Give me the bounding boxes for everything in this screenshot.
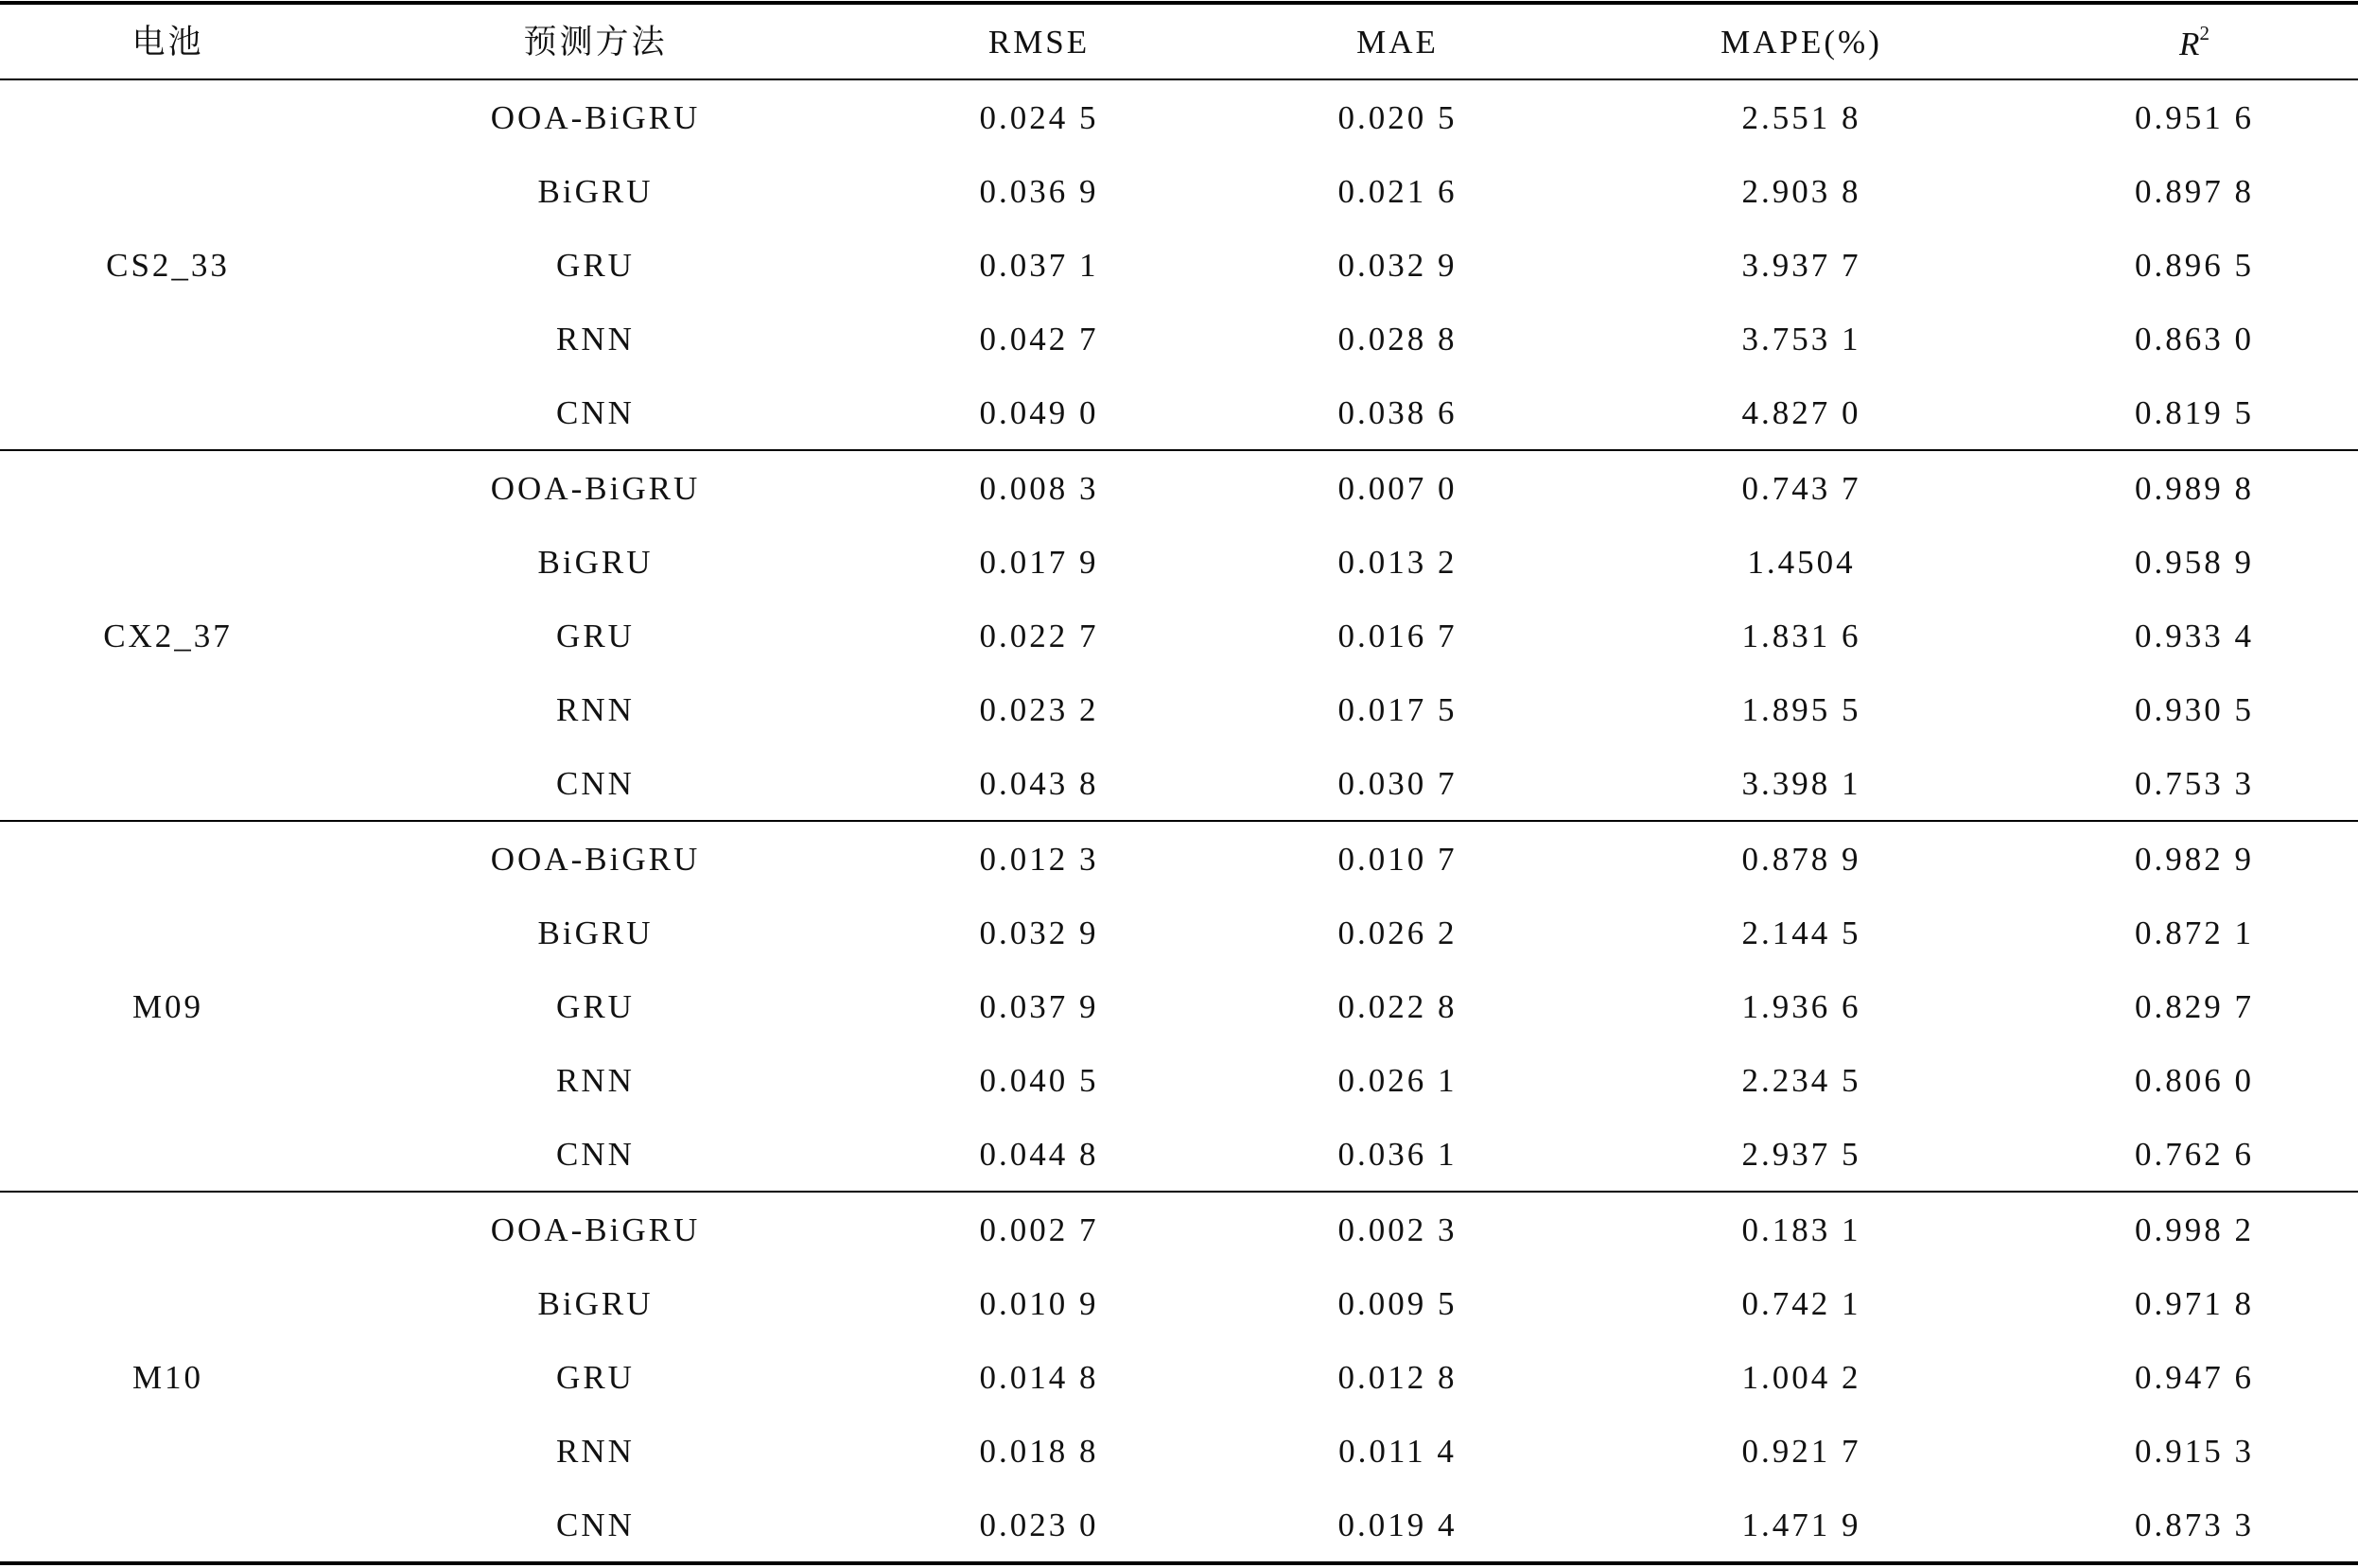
method-cell: RNN xyxy=(556,1061,635,1099)
table-row xyxy=(333,228,2358,302)
battery-label: CS2_33 xyxy=(106,246,230,284)
mape-cell: 1.936 6 xyxy=(1741,987,1861,1025)
r2-cell: 0.897 8 xyxy=(2135,172,2254,210)
header-mae: MAE xyxy=(1356,23,1439,61)
method-cell: RNN xyxy=(556,1432,635,1470)
rmse-cell: 0.042 7 xyxy=(979,320,1099,357)
mape-cell: 0.743 7 xyxy=(1741,469,1861,507)
mape-cell: 1.831 6 xyxy=(1741,617,1861,654)
mae-cell: 0.019 4 xyxy=(1337,1506,1458,1543)
mae-cell: 0.021 6 xyxy=(1337,172,1458,210)
method-cell: GRU xyxy=(556,617,635,654)
r2-cell: 0.915 3 xyxy=(2135,1432,2254,1470)
r2-symbol: R xyxy=(2179,25,2200,62)
mae-cell: 0.026 2 xyxy=(1337,914,1458,951)
mape-cell: 0.921 7 xyxy=(1741,1432,1861,1470)
rmse-cell: 0.043 8 xyxy=(979,764,1099,802)
r2-cell: 0.863 0 xyxy=(2135,320,2254,357)
r2-cell: 0.958 9 xyxy=(2135,543,2254,581)
mae-cell: 0.022 8 xyxy=(1337,987,1458,1025)
mape-cell: 1.4504 xyxy=(1747,543,1856,581)
method-cell: GRU xyxy=(556,987,635,1025)
table-row xyxy=(333,1043,2358,1117)
r2-cell: 0.998 2 xyxy=(2135,1211,2254,1248)
battery-label: CX2_37 xyxy=(103,617,233,654)
method-cell: RNN xyxy=(556,690,635,728)
method-cell: OOA-BiGRU xyxy=(490,469,701,507)
header-method: 预测方法 xyxy=(523,23,668,61)
mape-cell: 4.827 0 xyxy=(1741,393,1861,431)
mae-cell: 0.011 4 xyxy=(1338,1432,1457,1470)
r2-superscript: 2 xyxy=(2199,21,2210,44)
method-cell: BiGRU xyxy=(537,543,654,581)
rmse-cell: 0.023 0 xyxy=(979,1506,1099,1543)
battery-group xyxy=(0,822,2358,1193)
rmse-cell: 0.040 5 xyxy=(979,1061,1099,1099)
method-cell: CNN xyxy=(556,764,635,802)
table-row xyxy=(333,896,2358,969)
r2-cell: 0.933 4 xyxy=(2135,617,2254,654)
rmse-cell: 0.018 8 xyxy=(979,1432,1099,1470)
battery-label: M10 xyxy=(131,1358,204,1396)
battery-group xyxy=(0,451,2358,822)
mape-cell: 2.903 8 xyxy=(1741,172,1861,210)
rmse-cell: 0.002 7 xyxy=(979,1211,1099,1248)
r2-cell: 0.989 8 xyxy=(2135,469,2254,507)
rmse-cell: 0.023 2 xyxy=(979,690,1099,728)
rmse-cell: 0.012 3 xyxy=(979,840,1099,878)
r2-cell: 0.930 5 xyxy=(2135,690,2254,728)
r2-cell: 0.806 0 xyxy=(2135,1061,2254,1099)
table-row xyxy=(333,1193,2358,1266)
r2-cell: 0.872 1 xyxy=(2135,914,2254,951)
method-cell: CNN xyxy=(556,393,635,431)
rmse-cell: 0.022 7 xyxy=(979,617,1099,654)
table-row xyxy=(333,1488,2358,1561)
mae-cell: 0.026 1 xyxy=(1337,1061,1458,1099)
mape-cell: 2.551 8 xyxy=(1741,98,1861,136)
battery-label: M09 xyxy=(131,987,204,1025)
mape-cell: 2.144 5 xyxy=(1741,914,1861,951)
mae-cell: 0.002 3 xyxy=(1337,1211,1458,1248)
mape-cell: 2.937 5 xyxy=(1741,1135,1861,1173)
mape-cell: 0.183 1 xyxy=(1741,1211,1861,1248)
mae-cell: 0.017 5 xyxy=(1337,690,1458,728)
rmse-cell: 0.010 9 xyxy=(979,1284,1099,1322)
method-cell: CNN xyxy=(556,1135,635,1173)
mape-cell: 1.895 5 xyxy=(1741,690,1861,728)
table-row xyxy=(333,1414,2358,1488)
r2-cell: 0.951 6 xyxy=(2135,98,2254,136)
rmse-cell: 0.044 8 xyxy=(979,1135,1099,1173)
table-row xyxy=(333,599,2358,672)
mape-cell: 0.742 1 xyxy=(1741,1284,1861,1322)
group-rows xyxy=(333,451,2358,820)
mae-cell: 0.036 1 xyxy=(1337,1135,1458,1173)
header-r2 xyxy=(2028,21,2358,62)
rmse-cell: 0.049 0 xyxy=(979,393,1099,431)
mae-cell: 0.007 0 xyxy=(1337,469,1458,507)
table-row xyxy=(333,375,2358,449)
mae-cell: 0.030 7 xyxy=(1337,764,1458,802)
method-cell: OOA-BiGRU xyxy=(490,98,701,136)
method-cell: BiGRU xyxy=(537,1284,654,1322)
rmse-cell: 0.008 3 xyxy=(979,469,1099,507)
mae-cell: 0.032 9 xyxy=(1337,246,1458,284)
mae-cell: 0.012 8 xyxy=(1337,1358,1458,1396)
header-mape: MAPE(%) xyxy=(1720,23,1882,61)
table-row xyxy=(333,746,2358,820)
method-cell: GRU xyxy=(556,1358,635,1396)
mape-cell: 0.878 9 xyxy=(1741,840,1861,878)
method-cell: GRU xyxy=(556,246,635,284)
mape-cell: 2.234 5 xyxy=(1741,1061,1861,1099)
rmse-cell: 0.036 9 xyxy=(979,172,1099,210)
mape-cell: 1.004 2 xyxy=(1741,1358,1861,1396)
table-body xyxy=(0,80,2358,1565)
table-row xyxy=(333,969,2358,1043)
header-rmse: RMSE xyxy=(987,23,1091,61)
table-row xyxy=(333,302,2358,375)
rmse-cell: 0.017 9 xyxy=(979,543,1099,581)
battery-group xyxy=(0,80,2358,451)
method-cell: BiGRU xyxy=(537,914,654,951)
method-cell: BiGRU xyxy=(537,172,654,210)
mae-cell: 0.009 5 xyxy=(1337,1284,1458,1322)
r2-cell: 0.873 3 xyxy=(2135,1506,2254,1543)
mae-cell: 0.010 7 xyxy=(1337,840,1458,878)
r2-cell: 0.819 5 xyxy=(2135,393,2254,431)
mae-cell: 0.016 7 xyxy=(1337,617,1458,654)
group-rows xyxy=(333,80,2358,449)
r2-cell: 0.762 6 xyxy=(2135,1135,2254,1173)
mape-cell: 1.471 9 xyxy=(1741,1506,1861,1543)
table-row xyxy=(333,451,2358,525)
table-row xyxy=(333,154,2358,228)
table-row xyxy=(333,822,2358,896)
header-battery: 电池 xyxy=(131,23,204,61)
mape-cell: 3.398 1 xyxy=(1741,764,1861,802)
battery-group xyxy=(0,1193,2358,1565)
mae-cell: 0.028 8 xyxy=(1337,320,1458,357)
mape-cell: 3.753 1 xyxy=(1741,320,1861,357)
method-cell: OOA-BiGRU xyxy=(490,840,701,878)
rmse-cell: 0.014 8 xyxy=(979,1358,1099,1396)
rmse-cell: 0.037 9 xyxy=(979,987,1099,1025)
r2-cell: 0.753 3 xyxy=(2135,764,2254,802)
table-row xyxy=(333,672,2358,746)
group-rows xyxy=(333,1193,2358,1561)
method-cell: RNN xyxy=(556,320,635,357)
r2-cell: 0.982 9 xyxy=(2135,840,2254,878)
rmse-cell: 0.024 5 xyxy=(979,98,1099,136)
group-rows xyxy=(333,822,2358,1191)
mape-cell: 3.937 7 xyxy=(1741,246,1861,284)
r2-cell: 0.829 7 xyxy=(2135,987,2254,1025)
table-row xyxy=(333,1266,2358,1340)
table-row xyxy=(333,1340,2358,1414)
table-row xyxy=(333,80,2358,154)
rmse-cell: 0.032 9 xyxy=(979,914,1099,951)
table-row xyxy=(333,525,2358,599)
header-row xyxy=(0,5,2358,80)
method-cell: CNN xyxy=(556,1506,635,1543)
rmse-cell: 0.037 1 xyxy=(979,246,1099,284)
method-cell: OOA-BiGRU xyxy=(490,1211,701,1248)
mae-cell: 0.013 2 xyxy=(1337,543,1458,581)
mae-cell: 0.038 6 xyxy=(1337,393,1458,431)
mae-cell: 0.020 5 xyxy=(1337,98,1458,136)
r2-cell: 0.947 6 xyxy=(2135,1358,2254,1396)
r2-cell: 0.896 5 xyxy=(2135,246,2254,284)
table-row xyxy=(333,1117,2358,1191)
r2-cell: 0.971 8 xyxy=(2135,1284,2254,1322)
